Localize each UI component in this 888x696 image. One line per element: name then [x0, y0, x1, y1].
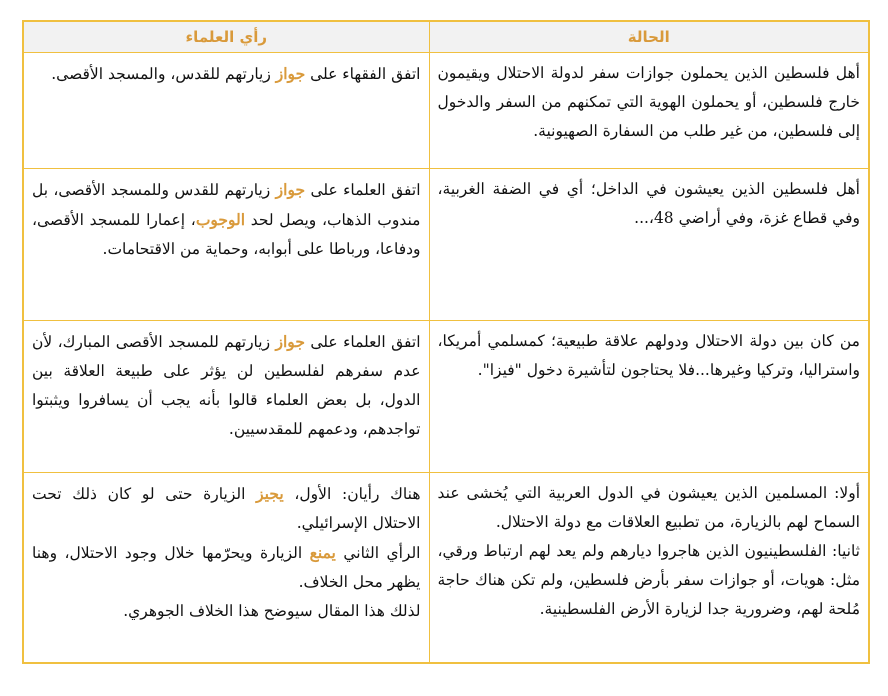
opinion-text: زيارتهم للمسجد الأقصى المبارك، لأن عدم سفرهم لفلسطين لن يؤثر على طبيعة العلاقة بين الدول، بل بعض العلماء قالوا بأنه يجب أن يسافروا ويثبتوا تواجدهم، ودعمهم للمقدسيين.: [32, 333, 421, 438]
opinion-cell: [23, 473, 429, 663]
table-row: [23, 169, 869, 321]
state-text: من كان بين دولة الاحتلال ودولهم علاقة طبيعية؛ كمسلمي أمريكا، واستراليا، وتركيا وغيرها...فلا يحتاجون لتأشيرة دخول "فيزا".: [437, 332, 860, 379]
opinion-text: اتفق الفقهاء على: [305, 65, 421, 83]
table-row: [23, 473, 869, 663]
highlight-ruling: جواز: [275, 180, 306, 199]
opinion-text: الرأي الثاني: [335, 544, 421, 562]
state-text: أولا: المسلمين الذين يعيشون في الدول العربية التي يُخشى عند السماح لهم بالزيارة، من تطبيع العلاقات مع دولة الاحتلال.: [437, 484, 860, 531]
opinion-text: اتفق العلماء على: [305, 181, 421, 199]
state-cell: [429, 321, 869, 473]
rulings-table-container: [22, 20, 868, 664]
highlight-ruling: يجيز: [256, 484, 284, 503]
opinion-cell: [23, 169, 429, 321]
opinion-text: اتفق العلماء على: [304, 333, 421, 351]
header-state: الحالة: [429, 21, 869, 53]
highlight-ruling: الوجوب: [195, 210, 246, 229]
header-opinion: رأي العلماء: [23, 21, 429, 53]
opinion-text: الزيارة ويحرّمها خلال وجود الاحتلال، وهنا يظهر محل الخلاف.: [32, 544, 421, 591]
opinion-text: الزيارة حتى لو كان ذلك تحت الاحتلال الإسرائيلي.: [32, 485, 421, 532]
opinion-text: هناك رأيان: الأول،: [283, 485, 421, 503]
highlight-ruling: جواز: [275, 64, 306, 83]
highlight-ruling: يمنع: [309, 543, 336, 562]
state-cell: [429, 53, 869, 169]
table-header-row: [23, 21, 869, 53]
opinion-paragraph: لذلك هذا المقال سيوضح هذا الخلاف الجوهري.: [123, 602, 421, 620]
opinion-text: زيارتهم للقدس وللمسجد الأقصى، بل مندوب الذهاب، ويصل لحد: [32, 181, 421, 229]
opinion-cell: [23, 321, 429, 473]
state-cell: [429, 169, 869, 321]
opinion-cell: [23, 53, 429, 169]
state-text: ثانيا: الفلسطينيون الذين هاجروا ديارهم ولم يعد لهم ارتباط ورقي، مثل: هويات، أو جوازات سفر بأرض فلسطين، ولم تكن هناك حاجة مُلحة لهم، وضرورية جدا لزيارة الأرض الفلسطينية.: [437, 542, 860, 618]
state-text: أهل فلسطين الذين يعيشون في الداخل؛ أي في الضفة الغربية، وفي قطاع غزة، وفي أراضي 48،...: [437, 180, 860, 227]
opinion-paragraph: [32, 538, 421, 597]
state-text: أهل فلسطين الذين يحملون جوازات سفر لدولة الاحتلال ويقيمون خارج فلسطين، أو يحملون الهوية التي تمكنهم من السفر والدخول إلى فلسطين، من غير طلب من السفارة الصهيونية.: [437, 64, 860, 140]
state-cell: [429, 473, 869, 663]
opinion-paragraph: [32, 479, 421, 538]
table-row: [23, 53, 869, 169]
opinion-text: ، إعمارا للمسجد الأقصى، ودفاعا، ورباطا على أبوابه، وحماية من الاقتحامات.: [32, 211, 421, 258]
opinion-text: زيارتهم للقدس، والمسجد الأقصى.: [51, 65, 276, 83]
rulings-table: [22, 20, 870, 664]
highlight-ruling: جواز: [275, 332, 305, 351]
table-row: [23, 321, 869, 473]
